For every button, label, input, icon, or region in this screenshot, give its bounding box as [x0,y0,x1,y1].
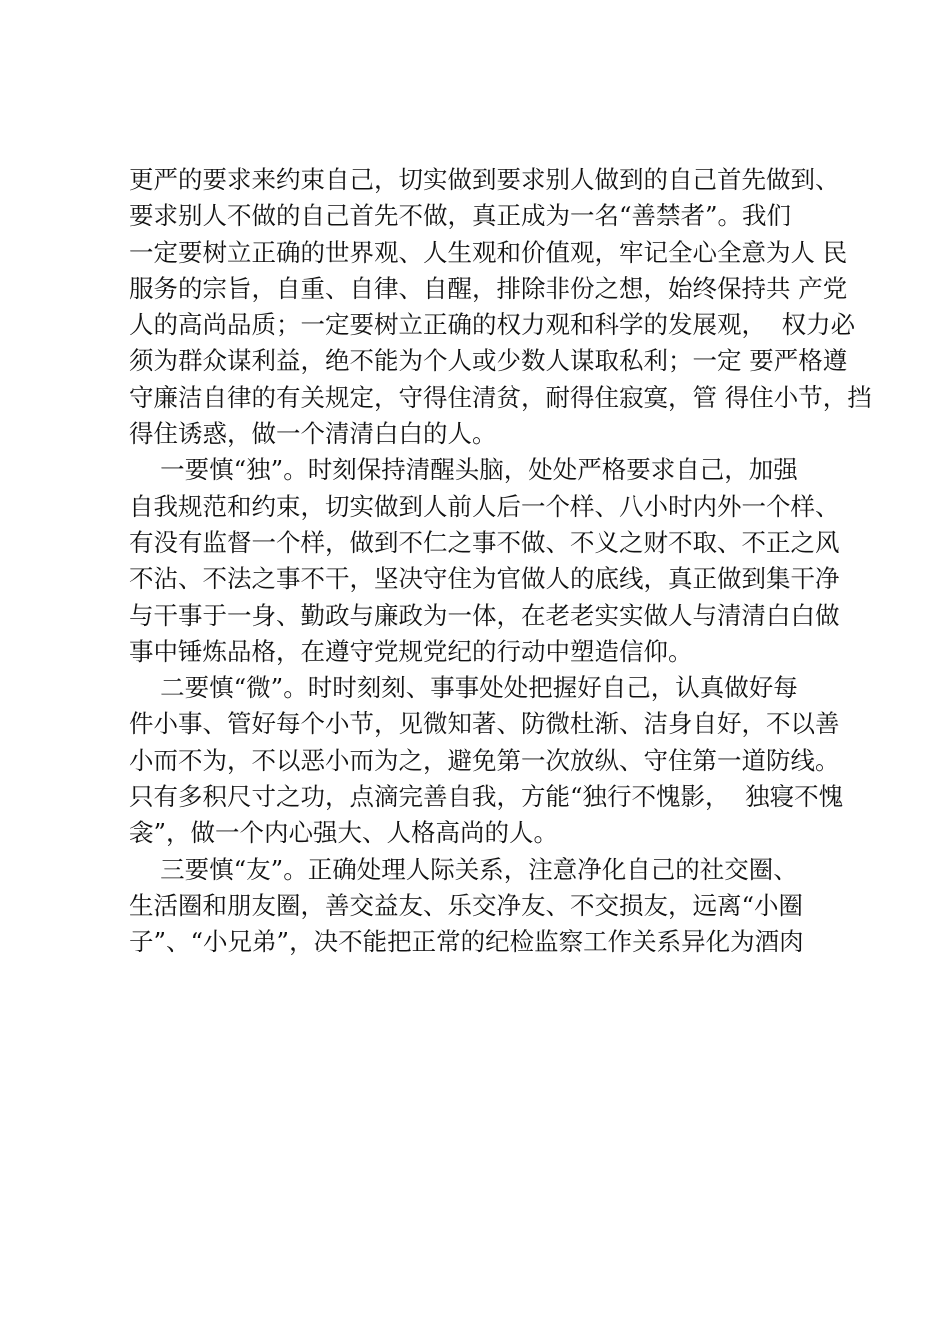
text-line: 须为群众谋利益，绝不能为个人或少数人谋取私利；一定 要严格遵 [129,346,848,376]
text-line: 与干事于一身、勤政与廉政为一体，在老老实实做人与清清白白做 [129,600,840,630]
text-line: 小而不为，不以恶小而为之，避免第一次放纵、守住第一道防线。 [129,745,840,775]
text-line: 得住诱惑，做一个清清白白的人。 [129,419,497,449]
body-text [129,162,872,961]
paragraph-first-line: 三要慎“友”。正确处理人际关系，注意净化自己的社交圈、 [129,854,798,884]
text-line: 人的高尚品质；一定要树立正确的权力观和科学的发展观， 权力必 [129,310,856,340]
text-line: 子”、“小兄弟”，决不能把正常的纪检监察工作关系异化为酒肉 [129,927,804,957]
text-line: 有没有监督一个样，做到不仁之事不做、不义之财不取、不正之风 [129,527,840,557]
text-line: 守廉洁自律的有关规定，守得住清贫，耐得住寂寞，管 得住小节，挡 [129,382,872,412]
text-line: 服务的宗旨，自重、自律、自醒，排除非份之想，始终保持共 产党 [129,273,848,303]
text-line: 生活圈和朋友圈，善交益友、乐交净友、不交损友，远离“小圈 [129,890,804,920]
text-line: 更严的要求来约束自己，切实做到要求别人做到的自己首先做到、 [129,165,840,194]
text-line: 要求别人不做的自己首先不做，真正成为一名“善禁者”。我们 [129,201,792,231]
text-line: 衾”，做一个内心强大、人格高尚的人。 [129,818,559,848]
text-line: 不沾、不法之事不干，坚决守住为官做人的底线，真正做到集干净 [129,564,840,594]
text-line: 只有多积尺寸之功，点滴完善自我，方能“独行不愧影， 独寝不愧 [129,782,844,812]
paragraph-first-line: 一要慎“独”。时刻保持清醒头脑，处处严格要求自己，加强 [129,455,798,485]
text-line: 自我规范和约束，切实做到人前人后一个样、八小时内外一个样、 [129,491,840,521]
paragraph-first-line: 二要慎“微”。时时刻刻、事事处处把握好自己，认真做好每 [129,673,798,703]
text-line: 一定要树立正确的世界观、人生观和价值观，牢记全心全意为人 民 [129,237,848,267]
text-line: 件小事、管好每个小节，见微知著、防微杜渐、洁身自好，不以善 [129,709,840,739]
text-line: 事中锤炼品格，在遵守党规党纪的行动中塑造信仰。 [129,636,693,666]
